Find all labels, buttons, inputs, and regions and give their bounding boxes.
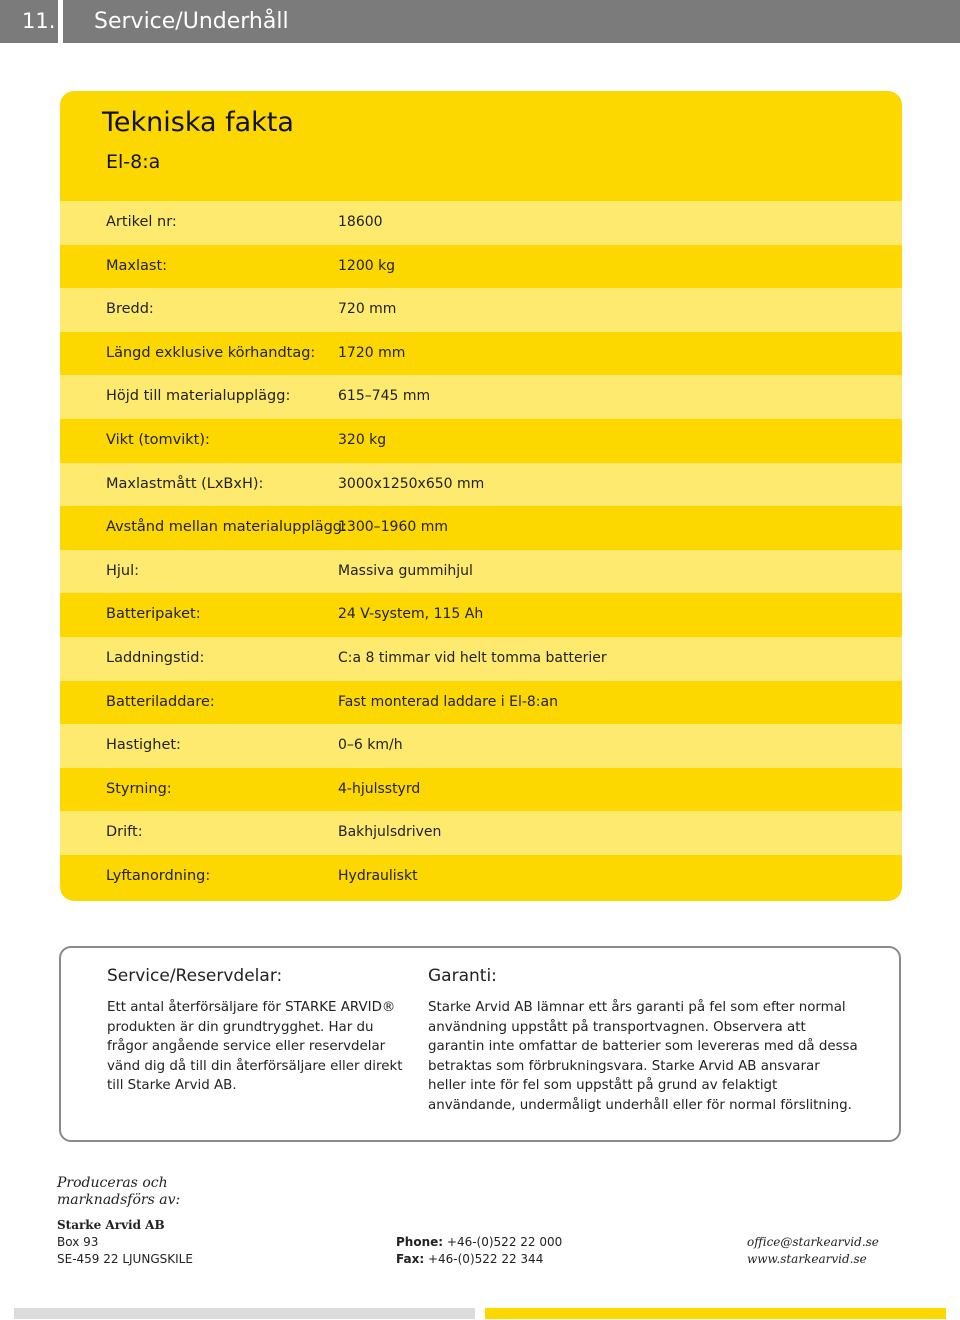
- produced-by-label: [57, 1175, 917, 1209]
- facts-row: [60, 506, 902, 550]
- facts-value: 18600: [338, 214, 383, 230]
- page-title: Service/Underhåll: [94, 9, 289, 34]
- facts-value: 24 V-system, 115 Ah: [338, 606, 484, 623]
- facts-label: Batteripaket:: [106, 606, 201, 623]
- facts-label: Styrning:: [106, 780, 172, 797]
- facts-row: [60, 332, 902, 376]
- warranty-heading: Garanti:: [428, 966, 497, 986]
- page-header: [0, 0, 960, 43]
- facts-value: 1720 mm: [338, 344, 406, 361]
- bottom-yellow-bar: [485, 1308, 946, 1319]
- facts-label: Hjul:: [106, 562, 140, 579]
- service-heading: Service/Reservdelar:: [107, 966, 283, 986]
- facts-value: 720 mm: [338, 301, 397, 318]
- facts-row: [60, 288, 902, 332]
- facts-row: [60, 419, 902, 463]
- technical-facts-card: [60, 91, 902, 901]
- facts-row: [60, 245, 902, 289]
- facts-subtitle: El-8:a: [106, 151, 161, 173]
- facts-row: [60, 724, 902, 768]
- fax-number: +46-(0)522 22 344: [427, 1252, 544, 1266]
- facts-row: [60, 637, 902, 681]
- fax: [396, 1252, 543, 1266]
- facts-table: [60, 201, 902, 899]
- email-link[interactable]: office@starkearvid.se: [747, 1235, 879, 1249]
- facts-value: 1300–1960 mm: [338, 519, 448, 536]
- facts-row: [60, 681, 902, 725]
- warranty-section: [428, 966, 858, 1115]
- facts-row: [60, 855, 902, 899]
- facts-label: Batteriladdare:: [106, 693, 215, 710]
- facts-row: [60, 375, 902, 419]
- facts-label: Höjd till materialupplägg:: [106, 388, 291, 405]
- footer: [57, 1175, 917, 1266]
- facts-value: Bakhjulsdriven: [338, 824, 442, 841]
- facts-label: Vikt (tomvikt):: [106, 431, 210, 448]
- facts-value: 3000x1250x650 mm: [338, 475, 485, 492]
- facts-row: [60, 201, 902, 245]
- address-line-1: Box 93: [57, 1235, 99, 1249]
- phone-number: +46-(0)522 22 000: [446, 1235, 563, 1249]
- facts-label: Lyftanordning:: [106, 867, 211, 884]
- facts-label: Hastighet:: [106, 737, 181, 754]
- facts-value: Massiva gummihjul: [338, 562, 473, 579]
- facts-title: Tekniska fakta: [102, 107, 294, 138]
- warranty-text: Starke Arvid AB lämnar ett års garanti på fel som efter normal användning uppstått på transportvagnen. Observera att garantin inte omfattar de batterier som levereras med då dessa betraktas som förbrukningsvara. Starke Arvid AB ansvarar heller inte för fel som uppstått på grund av felaktigt användande, undermåligt underhåll eller för normal förslitning.: [428, 1000, 858, 1113]
- facts-label: Laddningstid:: [106, 649, 205, 666]
- facts-value: Hydrauliskt: [338, 867, 418, 884]
- facts-row: [60, 811, 902, 855]
- facts-value: C:a 8 timmar vid helt tomma batterier: [338, 649, 607, 666]
- facts-value: 1200 kg: [338, 257, 396, 274]
- facts-value: 320 kg: [338, 431, 387, 448]
- facts-label: Drift:: [106, 824, 143, 841]
- company-name: Starke Arvid AB: [57, 1218, 165, 1232]
- header-divider: [58, 0, 63, 43]
- website-link[interactable]: www.starkearvid.se: [747, 1252, 867, 1266]
- facts-value: 0–6 km/h: [338, 737, 403, 754]
- phone: [396, 1235, 562, 1249]
- facts-label: Bredd:: [106, 301, 154, 318]
- facts-value: 615–745 mm: [338, 388, 431, 405]
- bottom-grey-bar: [14, 1308, 475, 1319]
- facts-row: [60, 463, 902, 507]
- facts-label: Maxlastmått (LxBxH):: [106, 475, 264, 492]
- facts-row: [60, 593, 902, 637]
- service-text: Ett antal återförsäljare för STARKE ARVID® produkten är din grundtrygghet. Har du frågor angående service eller reservdelar vänd dig då till din återförsäljare eller direkt till Starke Arvid AB.: [107, 1000, 403, 1093]
- produced-line-1: Produceras och: [57, 1175, 168, 1191]
- chapter-number: 11.: [0, 0, 58, 43]
- facts-value: 4-hjulsstyrd: [338, 780, 421, 797]
- facts-label: Längd exklusive körhandtag:: [106, 344, 316, 361]
- service-warranty-box: [59, 946, 901, 1142]
- facts-label: Maxlast:: [106, 257, 168, 274]
- facts-label: Artikel nr:: [106, 214, 177, 230]
- facts-value: Fast monterad laddare i El-8:an: [338, 693, 558, 710]
- service-section: [107, 966, 407, 1096]
- facts-row: [60, 550, 902, 594]
- produced-line-2: marknadsförs av:: [57, 1192, 181, 1208]
- facts-row: [60, 768, 902, 812]
- address-line-2: SE-459 22 LJUNGSKILE: [57, 1252, 193, 1266]
- phone-label: Phone:: [396, 1235, 444, 1249]
- fax-label: Fax:: [396, 1252, 425, 1266]
- facts-label: Avstånd mellan materialupplägg:: [106, 519, 347, 536]
